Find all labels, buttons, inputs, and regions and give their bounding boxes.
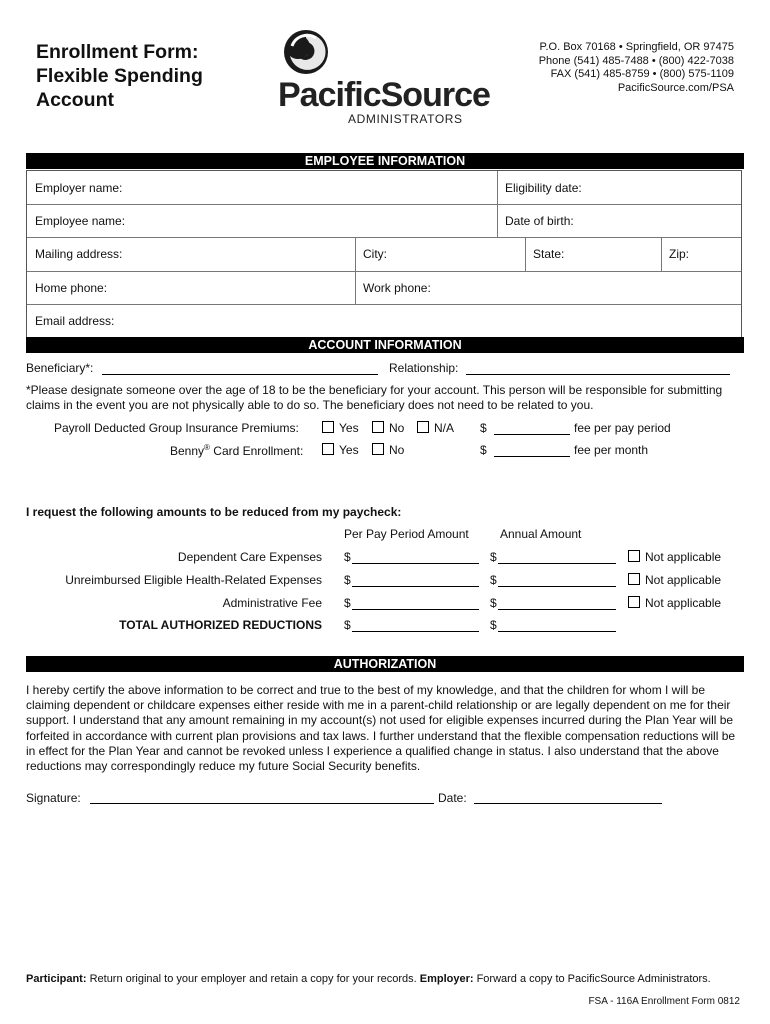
dollar-sign: $ (344, 596, 351, 610)
payroll-premiums-label: Payroll Deducted Group Insurance Premiums: (54, 421, 299, 435)
benny-yes-option[interactable] (322, 443, 359, 457)
dollar-sign: $ (490, 596, 497, 610)
payroll-no-option[interactable] (372, 421, 404, 435)
fee-per-pay-label: fee per pay period (574, 421, 671, 435)
date-label: Date: (438, 791, 467, 805)
dollar-sign: $ (344, 573, 351, 587)
grid-divider (27, 271, 741, 272)
grid-divider (497, 171, 498, 237)
dollar-sign: $ (490, 550, 497, 564)
benny-yes-checkbox[interactable] (322, 443, 334, 455)
date-of-birth-field[interactable]: Date of birth: (505, 214, 574, 228)
pacificsource-logo (276, 28, 490, 128)
employee-name-field[interactable]: Employee name: (35, 214, 126, 228)
dollar-sign: $ (344, 550, 351, 564)
payroll-no-checkbox[interactable] (372, 421, 384, 433)
health-expenses-label: Unreimbursed Eligible Health-Related Expenses (65, 573, 322, 587)
contact-block (539, 41, 734, 95)
health-expenses-na-checkbox[interactable] (628, 573, 640, 585)
form-id: FSA - 116A Enrollment Form 0812 (588, 996, 740, 1007)
dependent-care-na-checkbox[interactable] (628, 550, 640, 562)
yes-label: Yes (339, 421, 359, 435)
dependent-care-annual-line[interactable] (498, 563, 616, 564)
benny-no-checkbox[interactable] (372, 443, 384, 455)
contact-fax: FAX (541) 485-8759 • (800) 575-1109 (550, 68, 734, 80)
form-title-line-1: Enrollment Form: (36, 41, 199, 63)
signature-label: Signature: (26, 791, 81, 805)
mailing-address-field[interactable]: Mailing address: (35, 247, 123, 261)
payroll-yes-option[interactable] (322, 421, 359, 435)
form-title (36, 40, 203, 112)
payroll-na-option[interactable] (417, 421, 454, 435)
admin-fee-label: Administrative Fee (222, 596, 322, 610)
authorization-heading: AUTHORIZATION (26, 656, 744, 672)
zip-field[interactable]: Zip: (669, 247, 690, 261)
admin-fee-per-pay-line[interactable] (352, 609, 479, 610)
employee-info-grid (26, 170, 742, 338)
reduction-request-heading: I request the following amounts to be reduced from my paycheck: (26, 505, 402, 519)
yes-label: Yes (339, 443, 359, 457)
email-field[interactable]: Email address: (35, 314, 115, 328)
state-field[interactable]: State: (533, 247, 565, 261)
form-title-line-3: Account (36, 89, 114, 111)
dollar-sign: $ (480, 421, 487, 435)
date-input-line[interactable] (474, 803, 662, 804)
dependent-care-per-pay-line[interactable] (352, 563, 479, 564)
health-expenses-annual-line[interactable] (498, 586, 616, 587)
grid-divider (661, 237, 662, 271)
not-applicable-label: Not applicable (645, 550, 722, 564)
participant-label: Participant: (26, 973, 87, 985)
benny-text: Benny (170, 444, 205, 458)
payroll-yes-checkbox[interactable] (322, 421, 334, 433)
grid-divider (27, 204, 741, 205)
beneficiary-note: *Please designate someone over the age of 18 to be the beneficiary for your account. This person will be responsible for submitting claims in the event you are not physically able to do so. The beneficiary does not need to be related to you. (26, 383, 723, 413)
fee-per-month-label: fee per month (574, 443, 649, 457)
total-per-pay-line[interactable] (352, 631, 479, 632)
benny-rest-text: Card Enrollment: (209, 444, 304, 458)
contact-phone: Phone (541) 485-7488 • (800) 422-7038 (538, 54, 734, 67)
grid-divider (355, 237, 356, 304)
total-reductions-label: TOTAL AUTHORIZED REDUCTIONS (119, 618, 322, 632)
contact-address: P.O. Box 70168 • Springfield, OR 97475 (539, 41, 734, 53)
na-label: N/A (434, 421, 455, 435)
beneficiary-label: Beneficiary*: (26, 361, 94, 375)
no-label: No (389, 443, 405, 457)
dollar-sign: $ (344, 618, 351, 632)
admin-fee-na-option[interactable] (628, 596, 721, 610)
work-phone-field[interactable]: Work phone: (363, 281, 431, 295)
admin-fee-annual-line[interactable] (498, 609, 616, 610)
fee-per-pay-input-line[interactable] (494, 434, 570, 435)
signature-input-line[interactable] (90, 803, 434, 804)
benny-card-label (170, 443, 303, 458)
admin-fee-na-checkbox[interactable] (628, 596, 640, 608)
eligibility-date-field[interactable]: Eligibility date: (505, 181, 582, 195)
account-info-heading: ACCOUNT INFORMATION (26, 337, 744, 353)
per-pay-period-column: Per Pay Period Amount (344, 527, 469, 541)
fee-per-month-input-line[interactable] (494, 456, 570, 457)
annual-amount-column: Annual Amount (500, 527, 582, 541)
benny-no-option[interactable] (372, 443, 404, 457)
employer-text: Forward a copy to PacificSource Administrators. (473, 973, 711, 985)
dollar-sign: $ (480, 443, 487, 457)
total-annual-line[interactable] (498, 631, 616, 632)
no-label: No (389, 421, 405, 435)
contact-website: PacificSource.com/PSA (617, 81, 734, 94)
health-expenses-na-option[interactable] (628, 573, 721, 587)
relationship-input-line[interactable] (466, 374, 730, 375)
health-expenses-per-pay-line[interactable] (352, 586, 479, 587)
footer-instructions (26, 973, 711, 985)
dollar-sign: $ (490, 573, 497, 587)
relationship-label: Relationship: (389, 361, 459, 375)
authorization-text: I hereby certify the above information to be correct and true to the best of my knowledge, and that the children for whom I will be claiming dependent or childcare expenses either reside with me in a parent-child relationship or are legally dependent on me for their support. I understand that any amount remaining in my account(s) not used for eligible expenses incurred during the Plan Year will be forfeited in accordance with current plan provisions and tax laws. I further understand that the flexible compensation reductions will be in effect for the Plan Year and cannot be revoked unless I experience a qualified change in status. I also understand that the above reductions may correspondingly reduce my future Social Security benefits. (26, 683, 736, 774)
employer-name-field[interactable]: Employer name: (35, 181, 123, 195)
payroll-na-checkbox[interactable] (417, 421, 429, 433)
grid-divider (27, 304, 741, 305)
dollar-sign: $ (490, 618, 497, 632)
beneficiary-input-line[interactable] (102, 374, 378, 375)
logo-wordmark: PacificSource (278, 76, 490, 114)
swirl-logo-icon (282, 28, 330, 76)
logo-subtitle: ADMINISTRATORS (348, 112, 463, 126)
employee-info-heading: EMPLOYEE INFORMATION (26, 153, 744, 169)
dependent-care-label: Dependent Care Expenses (177, 550, 322, 564)
city-field[interactable]: City: (363, 247, 387, 261)
not-applicable-label: Not applicable (645, 596, 722, 610)
not-applicable-label: Not applicable (645, 573, 722, 587)
grid-divider (27, 237, 741, 238)
employer-label: Employer: (419, 973, 474, 985)
form-title-line-2: Flexible Spending (36, 65, 203, 87)
dependent-care-na-option[interactable] (628, 550, 721, 564)
registered-mark: ® (204, 443, 210, 452)
grid-divider (525, 237, 526, 271)
participant-text: Return original to your employer and retain a copy for your records. (86, 973, 420, 985)
home-phone-field[interactable]: Home phone: (35, 281, 108, 295)
